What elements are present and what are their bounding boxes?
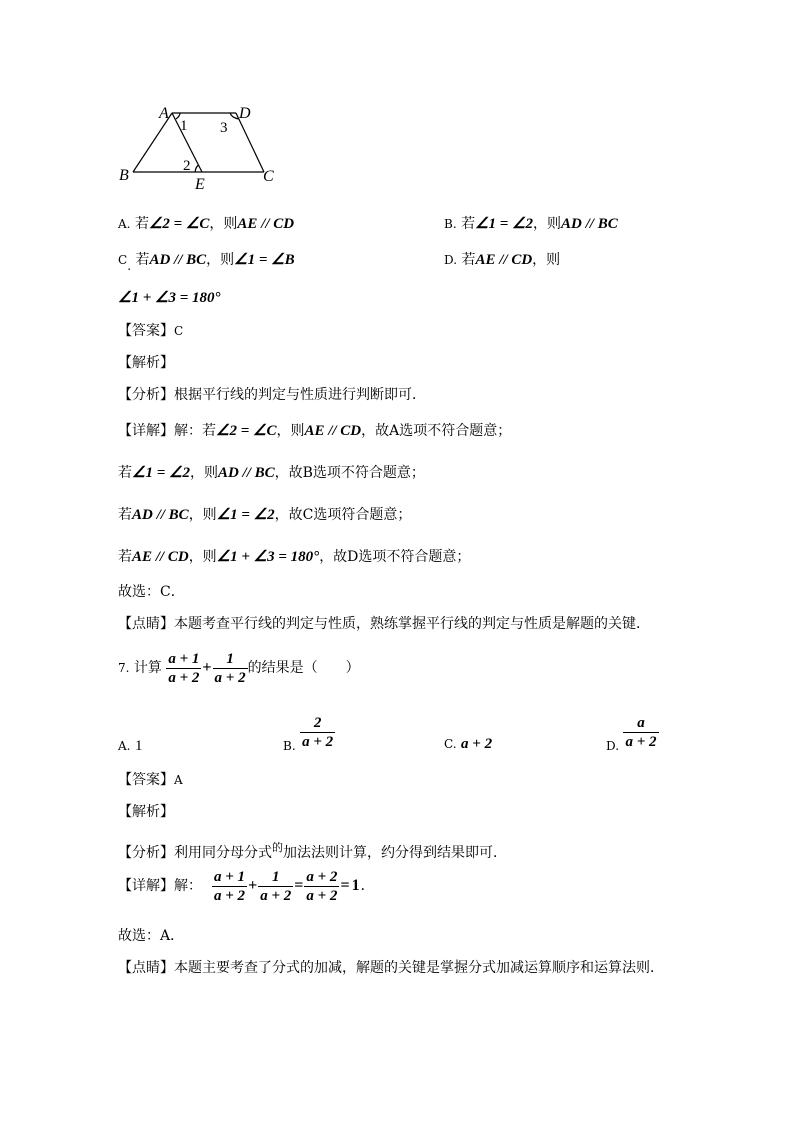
q6-fenxi: 【分析】根据平行线的判定与性质进行判断即可． — [118, 387, 426, 403]
q6-option-c: C. 若AD // BC，则∠1 = ∠B — [118, 252, 295, 273]
angle-label-1: 1 — [180, 118, 188, 134]
point-label-a: A — [159, 105, 169, 122]
q6-option-a: A. 若∠2 = ∠C，则AE // CD — [118, 216, 295, 232]
q6-xiangjie-3: 若AD // BC，则∠1 = ∠2，故C选项符合题意； — [118, 507, 412, 523]
q7-question: 7. 计算 $\frac{a + 1}{a + 2}$ + $\frac{1}{a + 2}$ 的结果是（ ） — [118, 650, 360, 686]
q6-xiangjie-4: 若AE // CD，则∠1 + ∠3 = 180°，故D选项不符合题意； — [118, 549, 471, 565]
point-label-b: B — [119, 167, 129, 184]
q7-fenxi: 【分析】利用同分母分式$^的$加法法则计算，约分得到结果即可． — [118, 841, 507, 861]
q6-xiangjie-1: 【详解】解：若∠2 = ∠C，则AE // CD，故A选项不符合题意； — [118, 423, 512, 439]
point-label-e: E — [195, 176, 205, 193]
q6-guxuan: 故选：C． — [118, 584, 185, 600]
q7-option-b: B. $\frac{2}{a + 2}$ — [283, 714, 334, 753]
q6-answer: 【答案】C — [118, 323, 184, 339]
point-label-d: D — [239, 105, 251, 122]
q7-option-c: C. a + 2 — [444, 736, 493, 752]
q6-analysis-label: 【解析】 — [118, 355, 174, 371]
q7-answer: 【答案】A — [118, 772, 183, 788]
q7-dianjing: 【点睛】本题主要考查了分式的加减，解题的关键是掌握分式加减运算顺序和运算法则． — [118, 960, 664, 976]
q7-xiangjie: 【详解】解： $\frac{a + 1}{a + 2}$ + $\frac{1}{a + 2}$ = $\frac{a + 2}{a + 2}$ = 1． — [118, 868, 375, 904]
q7-option-a: A. 1 — [118, 738, 143, 754]
q7-fraction-2: $\frac{1}{a + 2}$ — [214, 650, 246, 686]
point-label-c: C — [263, 168, 274, 185]
q7-option-d: D. $\frac{a}{a + 2}$ — [606, 714, 657, 753]
q6-dianjing: 【点睛】本题考查平行线的判定与性质，熟练掌握平行线的判定与性质是解题的关键． — [118, 616, 650, 632]
q7-guxuan: 故选：A． — [118, 928, 185, 944]
q6-xiangjie-2: 若∠1 = ∠2，则AD // BC，故B选项不符合题意； — [118, 465, 425, 481]
q7-analysis-label: 【解析】 — [118, 804, 174, 820]
q6-option-d-conclusion: ∠1 + ∠3 = 180° — [118, 290, 221, 306]
angle-label-3: 3 — [220, 120, 228, 136]
q6-option-b: B. 若∠1 = ∠2，则AD // BC — [444, 216, 618, 232]
q7-fraction-1: $\frac{a + 1}{a + 2}$ — [168, 650, 200, 686]
geometry-figure — [0, 0, 794, 200]
angle-label-2: 2 — [183, 158, 191, 174]
q6-option-d: D. 若AE // CD，则 — [444, 252, 561, 268]
